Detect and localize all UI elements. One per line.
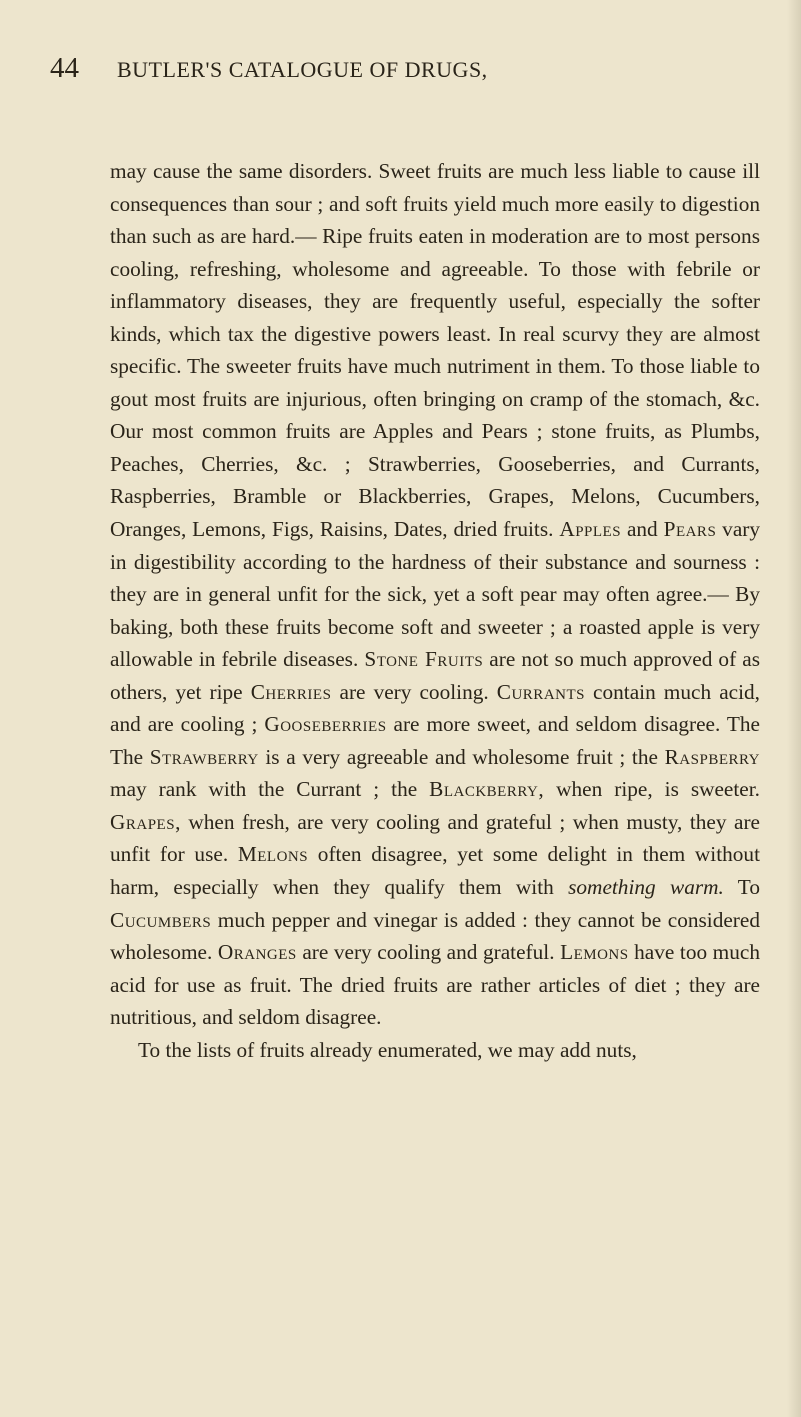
page-edge-shadow: [787, 0, 801, 1417]
term-blackberry: Blackberry,: [429, 777, 545, 802]
term-lemons: Lemons: [560, 940, 629, 965]
term-strawberry: Strawberry: [149, 744, 259, 769]
emphasis-something-warm: something warm.: [568, 875, 724, 900]
paragraph-2: To the lists of fruits already enumerated, we may add nuts,: [138, 1037, 637, 1062]
body-text: [110, 155, 760, 1066]
term-melons: Melons: [237, 842, 309, 867]
term-oranges: Oranges: [217, 940, 297, 965]
term-raspberry: Raspberry: [664, 744, 760, 769]
paragraph-1: may cause the same disorders. Sweet fruits are much less liable to cause ill consequences than sour ; and soft fruits yield much more easily to digestion than such as are hard.— Ripe fruits eaten in moderation are to most persons cooling, refreshing, wholesome and agreeable. To those with febrile or inflammatory diseases, they are frequently useful, especially the softer kinds, which tax the digestive powers least. In real scurvy they are almost specific. The sweeter fruits have much nutriment in them. To those liable to gout most fruits are injurious, often bringing on cramp of the stomach, &c. Our most common fruits are Apples and Pears ; stone fruits, as Plumbs, Peaches, Cherries, &c. ; Strawberries, Gooseberries, and Currants, Raspberries, Bramble or Blackberries, Grapes, Melons, Cucumbers, Oranges, Lemons, Figs, Raisins, Dates, dried fruits. Apples and Pears vary in digestibility according to the hardness of their substance and sourness : they are in general unfit for the sick, yet a soft pear may often agree.— By baking, both these fruits become soft and sweeter ; a roasted apple is very allowable in febrile diseases. Stone Fruits are not so much approved of as others, yet ripe Cherries are very cooling. Currants contain much acid, and are cooling ; Gooseberries are more sweet, and seldom disagree. The The Strawberry is a very agreeable and wholesome fruit ; the Raspberry may rank with the Currant ; the Blackberry, when ripe, is sweeter. Grapes, when fresh, are very cooling and grateful ; when musty, they are unfit for use. Melons often disagree, yet some delight in them without harm, especially when they qualify them with something warm. To Cucumbers much pepper and vinegar is added : they cannot be considered wholesome. Oranges are very cooling and grateful. Lemons have too much acid for use as fruit. The dried fruits are rather articles of diet ; they are nutritious, and seldom disagree.: [110, 159, 761, 1030]
term-gooseberries: Gooseberries: [264, 712, 387, 737]
term-stone-fruits: Stone Fruits: [364, 647, 484, 672]
term-pears: Pears: [663, 517, 717, 542]
term-apples: Apples: [559, 517, 622, 542]
term-cherries: Cherries: [250, 679, 332, 704]
running-head: [117, 59, 488, 81]
term-grapes: Grapes,: [110, 809, 181, 834]
term-currants: Currants: [496, 679, 585, 704]
term-cucumbers: Cucumbers: [110, 907, 212, 932]
page-number: 44: [50, 52, 79, 84]
running-title: BUTLER'S CATALOGUE OF DRUGS,: [117, 57, 488, 82]
